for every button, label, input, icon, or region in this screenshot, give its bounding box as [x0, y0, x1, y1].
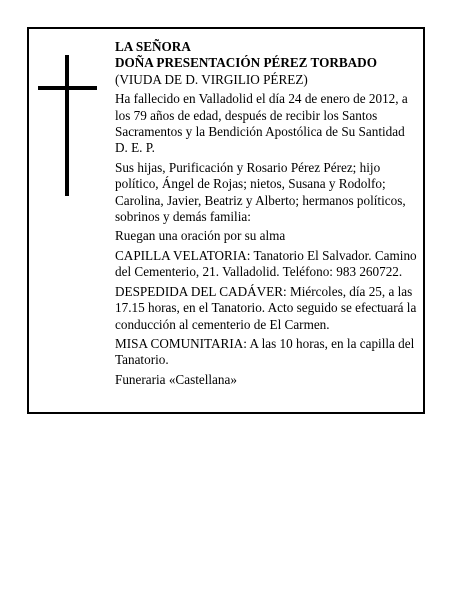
cross-vertical-bar	[65, 55, 69, 196]
widow-of-line: (VIUDA DE D. VIRGILIO PÉREZ)	[115, 71, 308, 87]
obituary-text	[115, 39, 420, 391]
mass-details: MISA COMUNITARIA: A las 10 horas, en la capilla del Tanatorio.	[115, 335, 415, 368]
funeral-details: DESPEDIDA DEL CADÁVER: Miércoles, día 25, a las 17.15 horas, en el Tanatorio. Acto seguido se efectuará la conducción al cementerio de El Carmen.	[115, 283, 417, 332]
family-list: Sus hijas, Purificación y Rosario Pérez Pérez; hijo político, Ángel de Rojas; nietos, Susana y Rodolfo; Carolina, Javier, Beatriz y Alberto; hermanos políticos, sobrinos y demás familia:	[115, 159, 406, 225]
prayer-request: Ruegan una oración por su alma	[115, 228, 286, 244]
latin-cross-icon	[0, 0, 1, 1]
funeral-home: Funeraria «Castellana»	[115, 371, 237, 387]
death-statement: Ha fallecido en Valladolid el día 24 de enero de 2012, a los 79 años de edad, después de recibir los Santos Sacramentos y la Bendición Apostólica de Su Santidad D. E. P.	[115, 91, 408, 156]
cross-horizontal-bar	[38, 86, 97, 90]
deceased-name: DOÑA PRESENTACIÓN PÉREZ TORBADO	[115, 55, 377, 71]
wake-details: CAPILLA VELATORIA: Tanatorio El Salvador. Camino del Cementerio, 21. Valladolid. Teléfono: 983 260722.	[115, 247, 417, 280]
notice-title: LA SEÑORA	[115, 39, 191, 54]
